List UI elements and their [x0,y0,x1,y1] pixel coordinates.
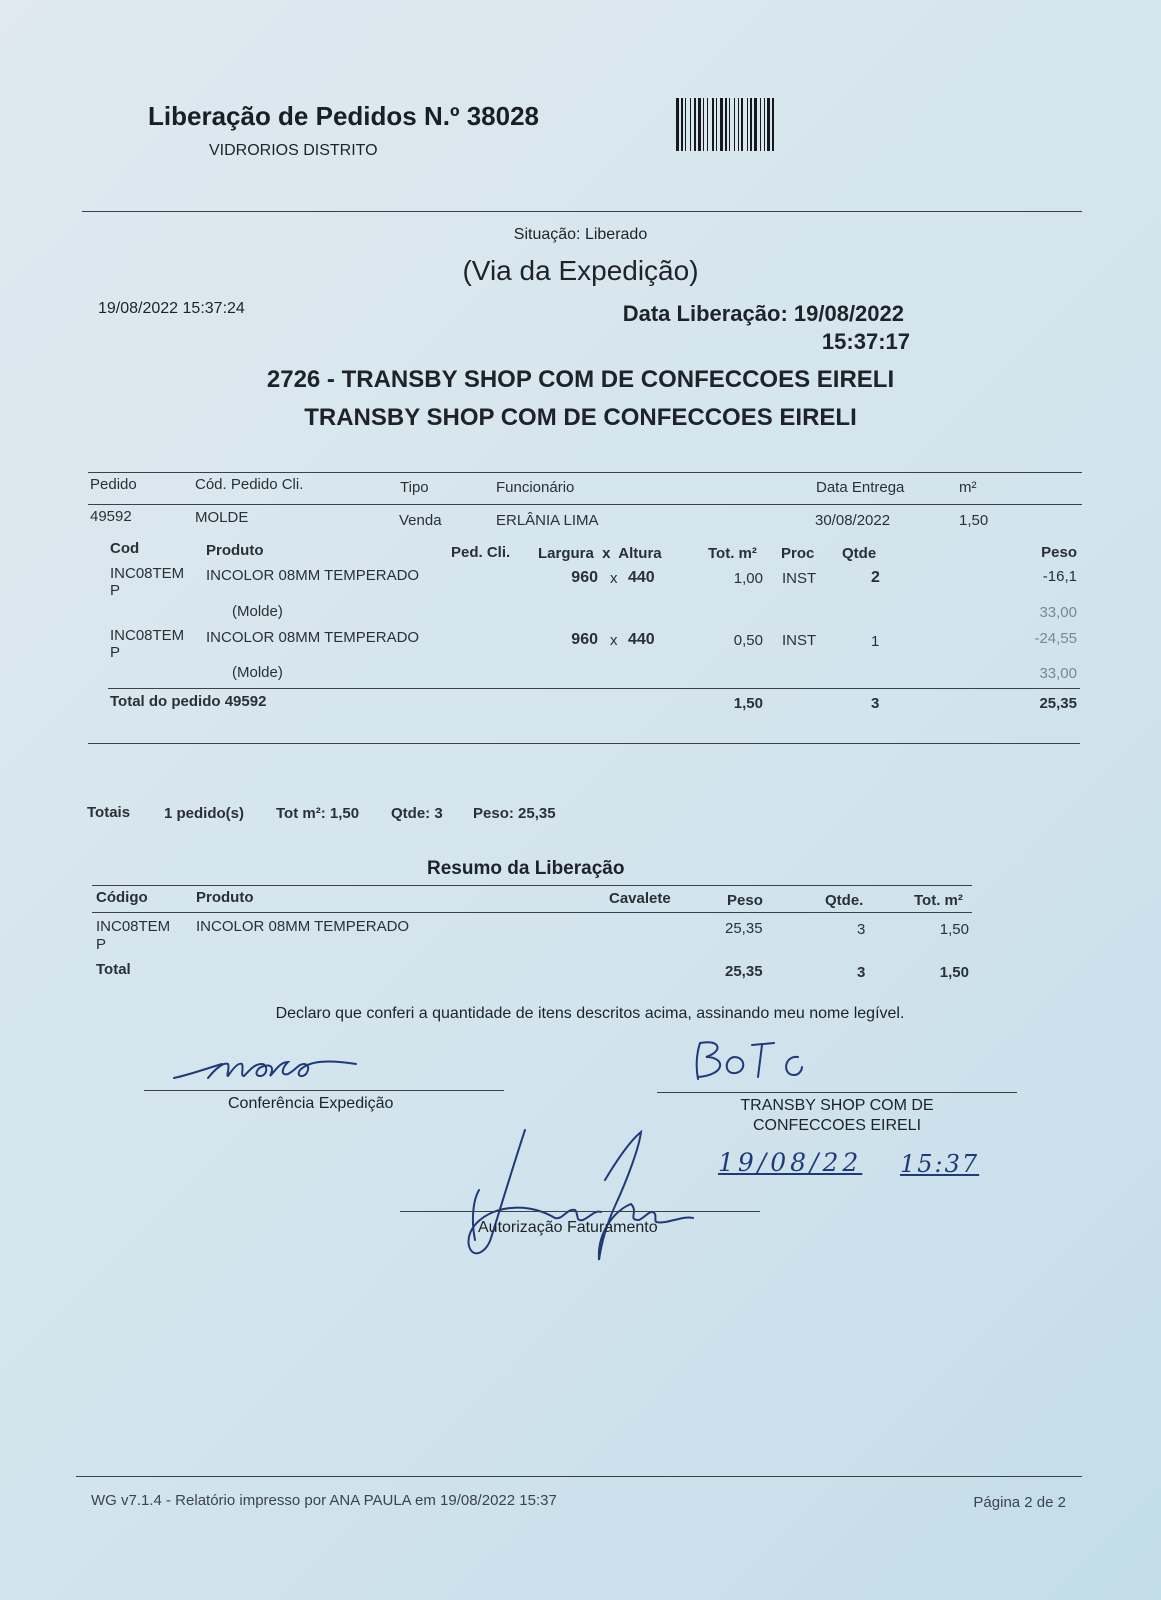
signature-client [690,1035,810,1085]
totais-label: Totais [87,804,131,821]
item-largura: 960 [571,569,598,586]
item-qtde: 1 [871,633,880,650]
barcode-bar [764,98,765,151]
resumo-codigo-cont: P [96,936,107,953]
barcode-bar [760,98,761,151]
print-timestamp: 19/08/2022 15:37:24 [98,300,245,317]
resumo-col-peso: Peso [727,892,763,909]
client-line-1: 2726 - TRANSBY SHOP COM DE CONFECCOES EIRELI [266,366,895,393]
resumo-header-rule [92,912,972,913]
items-col-largura-altura: Largura x Altura [538,545,662,562]
items-col-cod: Cod [110,540,140,557]
barcode-bar [681,98,683,151]
signature-line-client [657,1092,1017,1093]
totais-tot-m2: Tot m²: 1,50 [276,805,360,822]
order-total-m2: 1,50 [733,695,763,712]
item-produto: INCOLOR 08MM TEMPERADO [206,629,420,646]
resumo-top-rule [92,885,972,886]
declaration-text: Declaro que conferi a quantidade de itens descritos acima, assinando meu nome legível. [275,1005,905,1022]
client-line-2: TRANSBY SHOP COM DE CONFECCOES EIRELI [304,404,857,431]
barcode-bar [676,98,679,151]
totais-peso: Peso: 25,35 [473,805,556,822]
footer-printed-by: WG v7.1.4 - Relatório impresso por ANA PAULA em 19/08/2022 15:37 [91,1492,557,1509]
barcode-bar [707,98,708,151]
resumo-title: Resumo da Liberação [427,858,625,879]
resumo-col-qtde: Qtde. [825,892,864,909]
item-cod-cont: P [110,644,121,661]
client-signature-label-1: TRANSBY SHOP COM DE [740,1097,934,1114]
item-sub-peso: 33,00 [1039,604,1077,621]
items-col-peso: Peso [1041,544,1077,561]
totais-pedidos: 1 pedido(s) [164,805,245,822]
resumo-total-peso: 25,35 [725,963,763,980]
item-proc: INST [782,570,817,587]
resumo-total-tot-m2: 1,50 [939,964,969,981]
item-x: x [610,632,618,649]
barcode-bar [703,98,704,151]
order-pedido: 49592 [90,508,132,525]
item-x: x [610,570,618,587]
company-name: VIDRORIOS DISTRITO [209,142,378,159]
item-tot-m2: 0,50 [733,632,763,649]
item-qtde: 2 [871,569,880,586]
data-liberacao: Data Liberação: 19/08/2022 [622,301,904,326]
barcode-bar [694,98,696,151]
barcode-bar [725,98,727,151]
autorizacao-label: Autorização Faturamento [478,1219,658,1236]
resumo-col-cavalete: Cavalete [609,890,671,907]
item-cod: INC08TEM [110,627,185,644]
item-sub-molde: (Molde) [232,664,283,681]
barcode-bar [720,98,723,151]
items-col-proc: Proc [781,545,815,562]
barcode-bar [729,98,730,151]
items-col-ped-cli: Ped. Cli. [451,544,511,561]
order-section-end-rule [88,743,1080,744]
totais-qtde: Qtde: 3 [391,805,443,822]
signature-line-autorizacao [400,1211,760,1212]
via-label: (Via da Expedição) [462,255,699,286]
item-cod-cont: P [110,582,121,599]
barcode-bar [698,98,701,151]
footer-rule [76,1476,1082,1477]
conferencia-label: Conferência Expedição [228,1095,394,1112]
barcode-bar [685,98,686,151]
barcode-bar [741,98,743,151]
header-divider [82,211,1082,212]
order-tipo: Venda [399,512,442,529]
resumo-peso: 25,35 [725,920,763,937]
signature-line-conferencia [144,1090,504,1091]
barcode-bar [712,98,714,151]
item-largura: 960 [571,631,598,648]
items-total-rule [108,688,1080,689]
barcode-bar [734,98,735,151]
resumo-col-tot-m2: Tot. m² [914,892,963,909]
items-col-tot-m2: Tot. m² [708,545,757,562]
order-total-peso: 25,35 [1039,695,1077,712]
barcode-bar [690,98,691,151]
barcode-bar [747,98,748,151]
order-data-entrega: 30/08/2022 [815,512,891,529]
order-cod-pedido-cli: MOLDE [195,509,249,526]
data-liberacao-time: 15:37:17 [821,329,910,354]
item-sub-peso: 33,00 [1039,665,1077,682]
handwritten-time: 15:37 [900,1150,980,1178]
item-produto: INCOLOR 08MM TEMPERADO [206,567,420,584]
signature-autorizacao [455,1120,695,1280]
resumo-total-label: Total [96,961,131,978]
item-cod: INC08TEM [110,565,185,582]
document-title: Liberação de Pedidos N.º 38028 [148,101,539,131]
resumo-col-codigo: Código [96,889,148,906]
handwritten-date: 19/08/22 [718,1148,863,1177]
resumo-codigo: INC08TEM [96,918,171,935]
col-funcionario: Funcionário [496,479,575,496]
col-tipo: Tipo [400,479,429,496]
item-sub-molde: (Molde) [232,603,283,620]
resumo-col-produto: Produto [196,889,254,906]
barcode-bar [772,98,774,151]
item-proc: INST [782,632,817,649]
order-m2: 1,50 [959,512,989,529]
col-pedido: Pedido [90,476,137,493]
barcode-bar [767,98,770,151]
barcode-bar [750,98,752,151]
resumo-produto: INCOLOR 08MM TEMPERADO [196,918,410,935]
resumo-tot-m2: 1,50 [939,921,969,938]
barcode [676,98,854,151]
item-altura: 440 [628,569,655,586]
item-tot-m2: 1,00 [733,570,763,587]
barcode-bar [738,98,739,151]
barcode-bar [754,98,757,151]
col-data-entrega: Data Entrega [816,479,905,496]
order-total-label: Total do pedido 49592 [110,693,267,710]
col-cod-pedido-cli: Cód. Pedido Cli. [195,476,304,493]
order-total-qtde: 3 [871,695,880,712]
items-col-qtde: Qtde [842,545,877,562]
situacao-status: Situação: Liberado [513,226,648,243]
resumo-total-qtde: 3 [857,964,866,981]
items-col-produto: Produto [206,542,264,559]
barcode-bar [716,98,717,151]
col-m2: m² [959,479,977,496]
order-table-top-rule [88,472,1082,473]
item-peso: -24,55 [1034,630,1077,647]
resumo-qtde: 3 [857,921,866,938]
item-altura: 440 [628,631,655,648]
order-funcionario: ERLÂNIA LIMA [496,512,599,529]
signature-conferencia [170,1050,370,1090]
footer-page-number: Página 2 de 2 [973,1494,1066,1511]
item-peso: -16,1 [1042,568,1077,585]
order-table-header-rule [88,504,1082,505]
client-signature-label-2: CONFECCOES EIRELI [752,1117,922,1134]
